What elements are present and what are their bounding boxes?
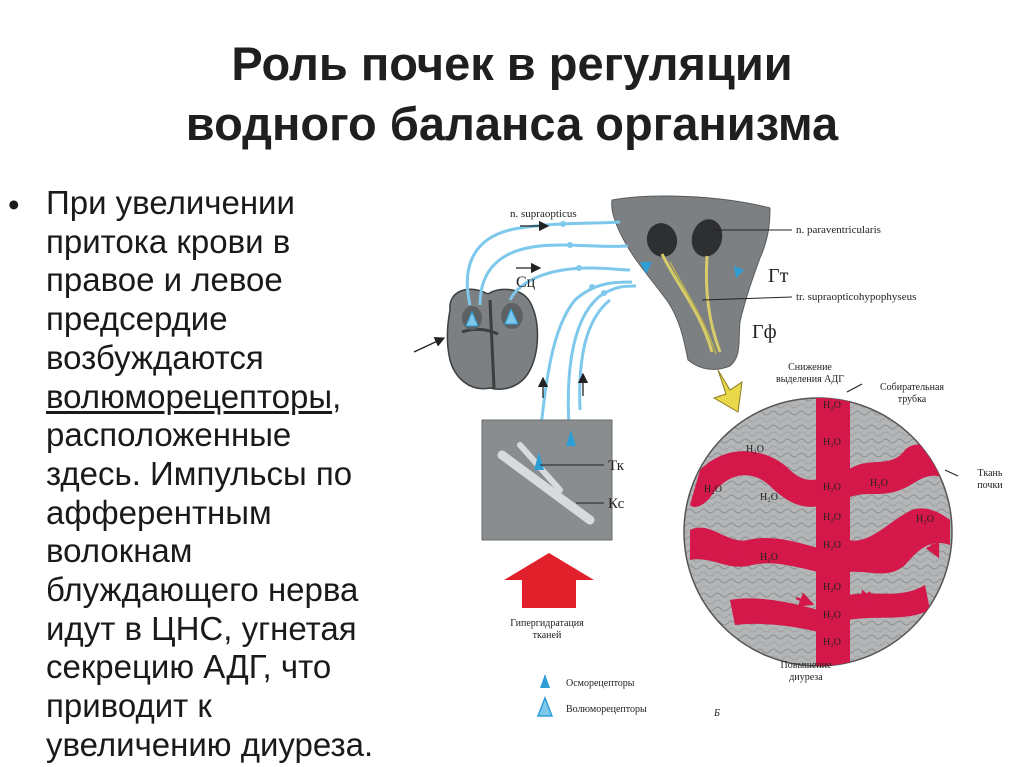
water-label: H₂O [823, 610, 841, 621]
adh-arrow [714, 370, 742, 412]
underlined-suffix: , [332, 377, 342, 415]
hypothalamus-shape [612, 196, 770, 369]
water-label: H₂O [823, 582, 841, 593]
label-collecting-duct-1: Собирательная [879, 382, 945, 393]
underlined-term: волюморецепторы [46, 377, 333, 415]
label-hyperhydration-1: Гипергидратация [510, 618, 584, 629]
label-supraopticus: n. supraopticus [510, 208, 577, 220]
body-line: блуждающего нерва [46, 571, 359, 609]
label-kidney-tissue-1: Ткань [977, 468, 1003, 479]
body-line: секрецию АДГ, что [46, 648, 332, 686]
legend-osmoreceptors: Осморецепторы [566, 678, 635, 689]
water-label: H₂O [823, 512, 841, 523]
tissue-box [482, 420, 612, 540]
water-label: H₂O [823, 540, 841, 551]
label-gf: Гф [752, 321, 777, 343]
osmoreceptor-icon [540, 674, 550, 688]
label-hyperhydration-2: тканей [532, 630, 562, 641]
body-line: здесь. Импульсы по [46, 454, 353, 492]
body-line: возбуждаются [46, 338, 264, 376]
body-line: притока крови в [46, 222, 291, 260]
title-line-1: Роль почек в регуляции [231, 37, 793, 90]
water-label: H₂O [823, 637, 841, 648]
body-line: При увеличении [46, 184, 295, 221]
label-sc: Сц [516, 274, 536, 291]
body-line: афферентным [46, 493, 272, 531]
label-ks: Кс [608, 496, 625, 512]
kidney-tissue-circle [684, 384, 958, 680]
water-label: H₂O [760, 552, 778, 563]
volumoreceptor-icon [538, 698, 552, 716]
legend [538, 674, 720, 719]
label-kidney-tissue-2: почки [977, 480, 1003, 491]
bullet-marker: • [8, 186, 20, 223]
label-tk: Тк [608, 458, 625, 474]
water-label: H₂O [870, 478, 888, 489]
body-line: волокнам [46, 532, 193, 570]
label-paraventricularis: n. paraventricularis [796, 224, 881, 236]
body-line: увеличению диуреза. [46, 725, 374, 763]
water-label: H₂O [916, 514, 934, 525]
hyperhydration-arrow [504, 553, 594, 608]
water-label: H₂O [746, 444, 764, 455]
label-adh-decrease-1: Снижение [788, 362, 832, 373]
heart-shape [447, 289, 537, 389]
label-tract: tr. supraopticohypophyseus [796, 291, 917, 303]
body-line: приводит к [46, 687, 212, 725]
water-label: H₂O [823, 482, 841, 493]
water-label: H₂O [823, 437, 841, 448]
body-line: правое и левое [46, 261, 283, 299]
legend-volumoreceptors: Волюморецепторы [566, 704, 647, 715]
body-line: идут в ЦНС, угнетая [46, 609, 357, 647]
panel-letter: Б [714, 708, 720, 719]
label-adh-decrease-2: выделения АДГ [775, 374, 845, 385]
label-collecting-duct-2: трубка [897, 394, 927, 405]
water-label: H₂O [760, 492, 778, 503]
water-label: H₂O [704, 484, 722, 495]
label-diuresis-2: диуреза [789, 672, 823, 683]
body-line: предсердие [46, 300, 228, 338]
water-label: H₂O [823, 400, 841, 411]
title-line-2: водного баланса организма [185, 97, 839, 150]
label-diuresis-1: Повышение [780, 660, 832, 671]
label-gt: Гт [768, 265, 789, 287]
body-line: расположенные [46, 416, 292, 454]
